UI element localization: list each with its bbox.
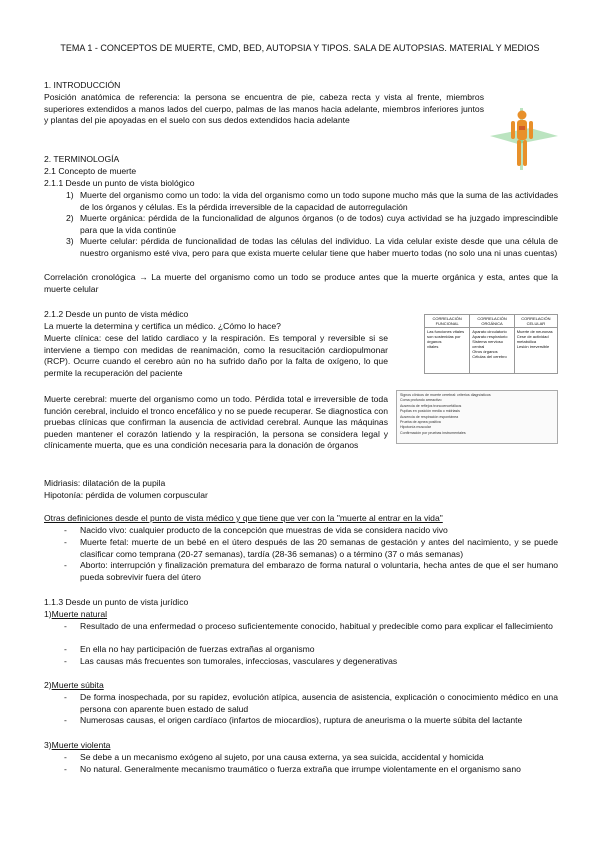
list-item: Aborto: interrupción y finalización prematura del embarazo de forma natural o voluntaria, hecha antes de que el ser humano pueda sobrevivir fuera del útero xyxy=(80,560,558,582)
bullet-dash: - xyxy=(64,764,67,774)
bullet-dash: - xyxy=(64,621,67,631)
list-item: Nacido vivo: cualquier producto de la concepción que muestras de vida se considera nacido vivo xyxy=(80,525,448,535)
criteria-line: Hipotonía muscular xyxy=(400,425,431,430)
table-cell xyxy=(425,328,470,374)
list-item: De forma inospechada, por su rapidez, evolución atípica, ausencia de asistencia, explicación o conocimiento médico en una persona con aparente buen estado de salud xyxy=(80,692,558,714)
table-cell-line: Sistema nervioso central xyxy=(472,339,503,349)
table-cell-line: Lesión irreversible xyxy=(516,344,550,349)
list-item: Muerte del organismo como un todo: la vida del organismo como un todo supone mucho más que la suma de las actividades de los órganos y células. Es la pérdida irreversible de la capacidad de autorregulación xyxy=(80,190,558,212)
criteria-line: Ausencia de respiración espontánea xyxy=(400,414,459,419)
list-item: Muerte fetal: muerte de un bebé en el útero después de las 20 semanas de gestación y antes del nacimiento, y se puede clasificar como temprana (20-27 semanas), tardía (28-36 semanas) o a término (37 o más semanas) xyxy=(80,537,558,559)
list-item: Las causas más frecuentes son tumorales, infecciosas, vasculares y degenerativas xyxy=(80,656,398,666)
chronological-correlation: Correlación cronológica → La muerte del organismo como un todo se produce antes que la muerte orgánica y esta, antes que la muerte celular xyxy=(44,272,558,294)
table-cell-line: vitales xyxy=(427,344,439,349)
bullet-dash: - xyxy=(64,525,67,535)
list-number: 1) xyxy=(66,190,74,200)
document-title: TEMA 1 - CONCEPTOS DE MUERTE, CMD, BED, AUTOPSIA Y TIPOS. SALA DE AUTOPSIAS. MATERIAL Y MEDIOS xyxy=(60,43,540,53)
table-cell-line: Aparato respiratorio xyxy=(472,334,508,339)
brain-death-text: Muerte cerebral: muerte del organismo como un todo. Pérdida total e irreversible de toda función cerebral, incluido el tronco encefálico y no se puede recuperar. Se diagnostica con pruebas clínicas que confirman la ausencia de actividad cerebral. Aunque las máquinas pueden mantener el corazón latiendo y la respiración, la persona se considera legal y clínicamente muerta, que es una condición necesaria para la donación de órganos xyxy=(44,394,388,451)
violent-death-label: Muerte violenta xyxy=(51,740,111,750)
table-cell-line: Las funciones vitales xyxy=(427,329,465,334)
criteria-line: Prueba de apnea positiva xyxy=(400,420,441,425)
list-item: Resultado de una enfermedad o proceso suficientemente conocido, habitual y predecible como para explicar el fallecimiento xyxy=(80,621,553,631)
sudden-death-label: Muerte súbita xyxy=(51,680,104,690)
anatomical-position-figure xyxy=(486,106,562,172)
table-cell xyxy=(514,328,557,374)
subsection-2-1-2: 2.1.2 Desde un punto de vista médico xyxy=(44,309,189,319)
table-cell-line: Otros órganos xyxy=(472,349,498,354)
mydriasis-definition: Midriasis: dilatación de la pupila xyxy=(44,478,166,488)
bullet-dash: - xyxy=(64,537,67,547)
hypotonia-definition: Hipotonía: pérdida de volumen corpuscular xyxy=(44,490,208,500)
subsection-2-1-1: 2.1.1 Desde un punto de vista biológico xyxy=(44,178,195,188)
table-header: CORRELACIÓN ORGÁNICA xyxy=(470,315,515,328)
criteria-line: Pupilas en posición media o midriasis xyxy=(400,409,460,414)
bullet-dash: - xyxy=(64,715,67,725)
list-number: 1) xyxy=(44,609,52,619)
list-number: 3) xyxy=(66,236,74,246)
table-cell-line: Cese de actividad xyxy=(516,334,549,339)
criteria-line: Ausencia de reflejos troncoencefálicos xyxy=(400,403,462,408)
bullet-dash: - xyxy=(64,644,67,654)
bullet-dash: - xyxy=(64,692,67,702)
natural-death-heading xyxy=(44,609,107,621)
violent-death-heading xyxy=(44,740,110,752)
subsection-2-1: 2.1 Concepto de muerte xyxy=(44,166,137,176)
bullet-dash: - xyxy=(64,656,67,666)
list-number: 2) xyxy=(66,213,74,223)
list-item: Muerte celular: pérdida de funcionalidad de todas las células del individuo. La vida celular existe desde que una célula de nuestro organismo esté viva, pero para que exista muerte celular tiene que haber muerto todas (no solo una ni unas cuentas) xyxy=(80,236,558,258)
list-item: Numerosas causas, el origen cardíaco (infartos de miocardios), ruptura de aneurisma o la muerte súbita del lactante xyxy=(80,715,523,725)
medical-question: La muerte la determina y certifica un médico. ¿Cómo lo hace? xyxy=(44,321,281,331)
list-item: No natural. Generalmente mecanismo traumático o fuerza extraña que irrumpe violentamente en el organismo sano xyxy=(80,764,521,774)
criteria-line: Signos clínicos de muerte cerebral: criterios diagnósticos xyxy=(400,393,491,397)
list-item: Muerte orgánica: pérdida de la funcionalidad de algunos órganos (o de todos) cuya actividad se ha juzgado imprescindible para que la vida continúe xyxy=(80,213,558,235)
section-1-text: Posición anatómica de referencia: la persona se encuentra de pie, cabeza recta y vista al frente, miembros superiores extendidos a manos lados del cuerpo, palmas de las manos hacia adelante, miembros inferiores juntos y plantas del pie apoyadas en el suelo con sus dedos extendidos hacia adelante xyxy=(44,92,484,126)
table-cell xyxy=(470,328,515,374)
clinical-death-text: Muerte clínica: cese del latido cardiaco y la respiración. Es temporal y reversible si se interviene a tiempo con medidas de reanimación, como la resucitación cardiopulmonar (RCP). Ocurre cuando el cerebro aún no ha sufrido daño por la falta de oxígeno, lo que permite la recuperación del paciente xyxy=(44,333,388,378)
natural-death-label: Muerte natural xyxy=(51,609,108,619)
table-cell-line: Aparato circulatorio xyxy=(472,329,507,334)
subsection-1-1-3: 1.1.3 Desde un punto de vista jurídico xyxy=(44,597,189,607)
other-definitions-heading: Otras definiciones desde el punto de vista médico y que tiene que ver con la "muerte al entrar en la vida" xyxy=(44,513,443,523)
list-number: 3) xyxy=(44,740,52,750)
section-1-heading: 1. INTRODUCCIÓN xyxy=(44,80,121,90)
bullet-dash: - xyxy=(64,560,67,570)
criteria-line: Confirmación por pruebas instrumentales xyxy=(400,430,466,435)
sudden-death-heading xyxy=(44,680,104,692)
brain-death-criteria-box xyxy=(396,390,558,444)
correlation-table xyxy=(424,314,558,374)
table-header: CORRELACIÓN CELULAR xyxy=(514,315,557,328)
table-header: CORRELACIÓN FUNCIONAL xyxy=(425,315,470,328)
list-item: Se debe a un mecanismo exógeno al sujeto, por una causa externa, ya sea suicida, accidental y homicida xyxy=(80,752,484,762)
table-cell-line: son sostenidas por órganos xyxy=(427,334,461,344)
table-cell-line: metabólica xyxy=(516,339,537,344)
list-item: En ella no hay participación de fuerzas extrañas al organismo xyxy=(80,644,315,654)
table-cell-line: Muerte de neuronas xyxy=(516,329,553,334)
criteria-line: Coma profundo arreactivo xyxy=(400,398,442,403)
table-cell-line: Células del cerebro xyxy=(472,354,507,359)
section-2-heading: 2. TERMINOLOGÍA xyxy=(44,154,120,164)
bullet-dash: - xyxy=(64,752,67,762)
list-number: 2) xyxy=(44,680,52,690)
